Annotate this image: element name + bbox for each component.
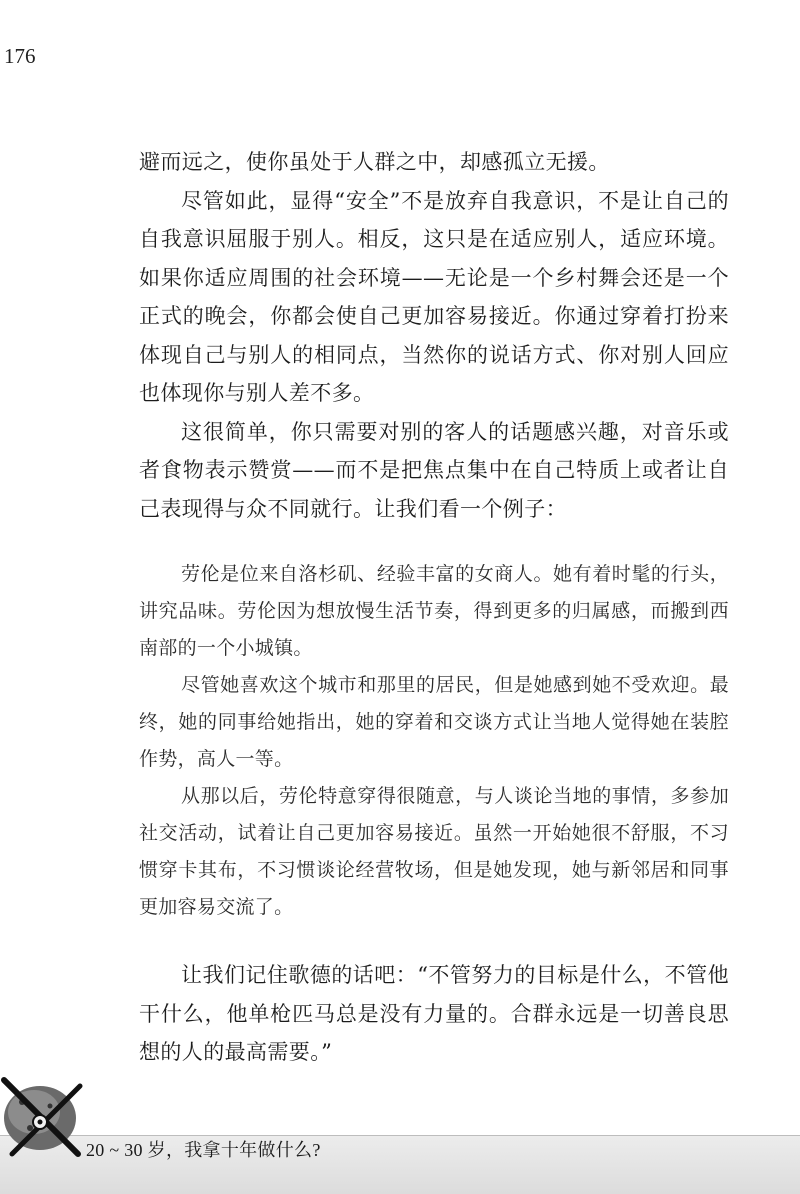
example-paragraph: 从那以后，劳伦特意穿得很随意，与人谈论当地的事情，多参加社交活动，试着让自己更加容易接近。虽然一开始她很不舒服，不习惯穿卡其布，不习惯谈论经营牧场，但是她发现，她与新邻居和同事更加容易交流了。 xyxy=(139,785,729,918)
footer-book-title: 20 ~ 30 岁，我拿十年做什么? xyxy=(86,1140,321,1160)
example-block xyxy=(139,556,729,926)
paragraph: 避而远之，使你虽处于人群之中，却感孤立无援。 xyxy=(139,150,610,174)
page-number: 176 xyxy=(4,44,36,68)
paragraph: 尽管如此，显得“安全”不是放弃自我意识，不是让自己的自我意识屈服于别人。相反，这只是在适应别人，适应环境。如果你适应周围的社会环境——无论是一个乡村舞会还是一个正式的晚会，你都会使自己更加容易接近。你通过穿着打扮来体现自己与别人的相同点，当然你的说话方式、你对别人回应也体现你与别人差不多。 xyxy=(139,188,729,405)
example-paragraph: 尽管她喜欢这个城市和那里的居民，但是她感到她不受欢迎。最终，她的同事给她指出，她的穿着和交谈方式让当地人觉得她在装腔作势，高人一等。 xyxy=(139,674,729,770)
example-paragraph: 劳伦是位来自洛杉矶、经验丰富的女商人。她有着时髦的行头，讲究品味。劳伦因为想放慢生活节奏，得到更多的归属感，而搬到西南部的一个小城镇。 xyxy=(139,563,729,659)
body-text xyxy=(139,143,729,1072)
footer-illustration-icon xyxy=(0,1062,96,1162)
closing-paragraph: 让我们记住歌德的话吧：“不管努力的目标是什么，不管他干什么，他单枪匹马总是没有力量的。合群永远是一切善良思想的人的最高需要。” xyxy=(139,963,729,1064)
closing-block xyxy=(139,956,729,1072)
paragraph: 这很简单，你只需要对别的客人的话题感兴趣，对音乐或者食物表示赞赏——而不是把焦点集中在自己特质上或者让自己表现得与众不同就行。让我们看一个例子： xyxy=(139,419,729,521)
